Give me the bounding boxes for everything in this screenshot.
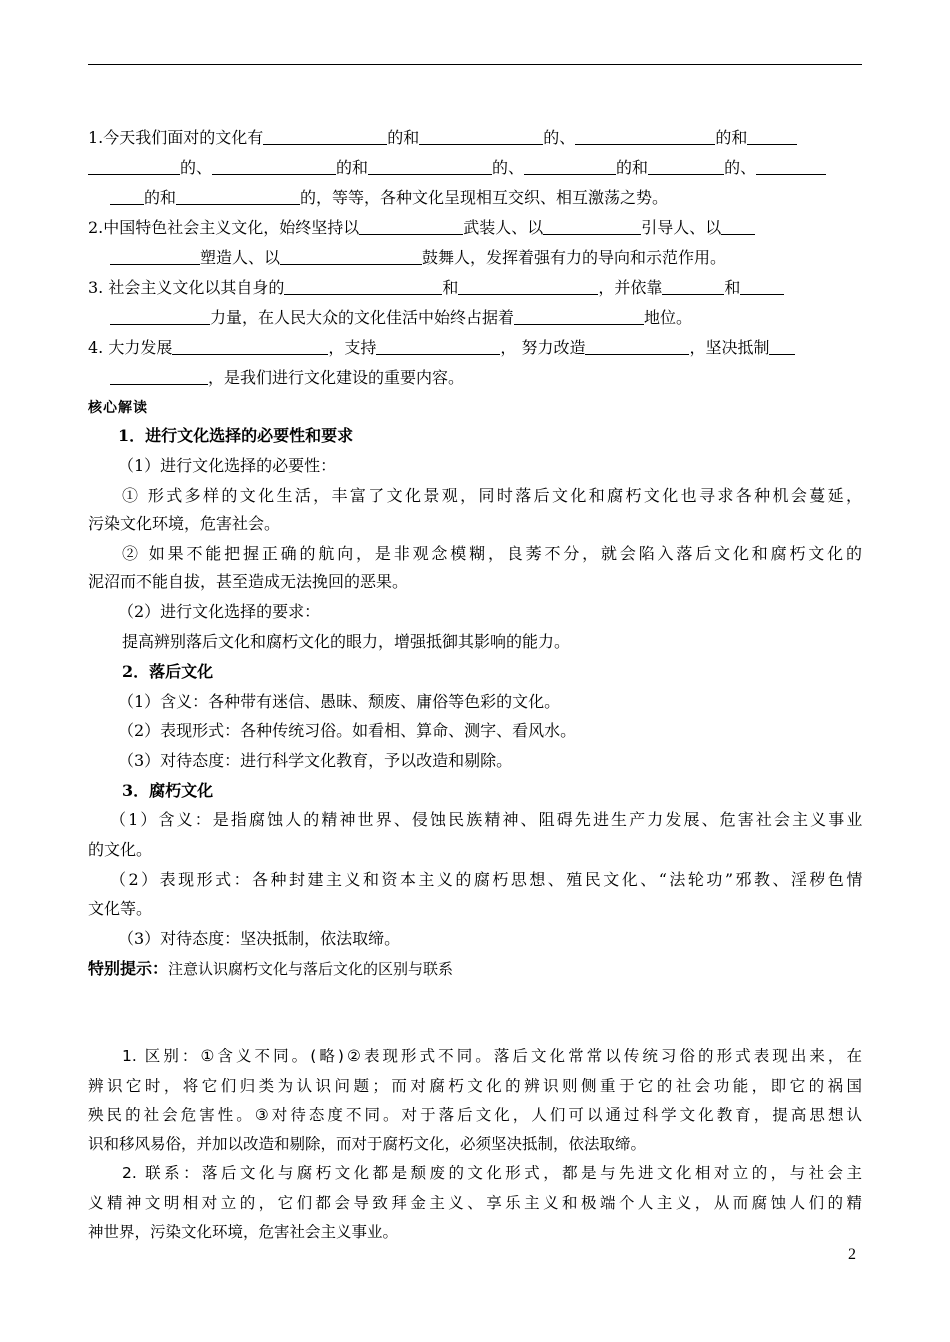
hint-line bbox=[88, 959, 864, 979]
difference-line-3: 殃民的社会危害性。③对待态度不同。对于落后文化，人们可以通过科学文化教育，提高思想认 bbox=[88, 1106, 862, 1124]
section-1-sub-2: （2）进行文化选择的要求： bbox=[118, 602, 321, 621]
answer-blank[interactable] bbox=[212, 158, 336, 175]
answer-blank[interactable] bbox=[524, 158, 616, 175]
section-1-requirement: 提高辨别落后文化和腐朽文化的眼力，增强抵御其影响的能力。 bbox=[122, 632, 571, 651]
connection-line-1: 2. 联系：落后文化与腐朽文化都是颓废的文化形式，都是与先进文化相对立的，与社会主 bbox=[122, 1164, 862, 1182]
answer-blank[interactable] bbox=[263, 128, 387, 145]
answer-blank[interactable] bbox=[376, 338, 500, 355]
section-1-point-2-cont: 泥沼而不能自拔，甚至造成无法挽回的恶果。 bbox=[88, 572, 409, 591]
q4-line-2: ，是我们进行文化建设的重要内容。 bbox=[110, 368, 864, 388]
answer-blank[interactable] bbox=[662, 278, 724, 295]
q1-line-1: 1.今天我们面对的文化有 的和 的、 的和 bbox=[88, 128, 864, 148]
section-2-item-1: （1）含义：各种带有迷信、愚昧、颓废、庸俗等色彩的文化。 bbox=[118, 692, 561, 711]
answer-blank[interactable] bbox=[110, 368, 208, 385]
section-2-item-2: （2）表现形式：各种传统习俗。如看相、算命、测字、看风水。 bbox=[118, 721, 577, 740]
answer-blank[interactable] bbox=[648, 158, 724, 175]
q1-line-3: 的和 的，等等，各种文化呈现相互交织、相互激荡之势。 bbox=[110, 188, 864, 208]
difference-line-2: 辨识它时，将它们归类为认识问题；而对腐朽文化的辨识则侧重于它的社会功能，即它的祸国 bbox=[88, 1077, 862, 1095]
answer-blank[interactable] bbox=[368, 158, 492, 175]
answer-blank[interactable] bbox=[359, 218, 463, 235]
q2-line-2: 塑造人、以 鼓舞人，发挥着强有力的导向和示范作用。 bbox=[110, 248, 864, 268]
section-3-item-2: （2）表现形式：各种封建主义和资本主义的腐朽思想、殖民文化、“法轮功”邪教、淫秽色情 bbox=[110, 870, 862, 889]
answer-blank[interactable] bbox=[769, 338, 795, 355]
answer-blank[interactable] bbox=[756, 158, 826, 175]
difference-line-4: 识和移风易俗，并加以改造和剔除，而对于腐朽文化，必须坚决抵制，依法取缔。 bbox=[88, 1135, 647, 1153]
answer-blank[interactable] bbox=[284, 278, 442, 295]
section-1-point-1: ① 形式多样的文化生活，丰富了文化景观，同时落后文化和腐朽文化也寻求各种机会蔓延， bbox=[122, 486, 862, 505]
answer-blank[interactable] bbox=[110, 248, 200, 265]
section-1-sub-1: （1）进行文化选择的必要性： bbox=[118, 456, 337, 475]
page-number: 2 bbox=[848, 1246, 856, 1263]
q2-line-1: 2.中国特色社会主义文化，始终坚持以 武装人、以 引导人、以 bbox=[88, 218, 864, 238]
answer-blank[interactable] bbox=[419, 128, 543, 145]
section-1-point-2: ② 如果不能把握正确的航向，是非观念模糊，良莠不分，就会陷入落后文化和腐朽文化的 bbox=[122, 544, 862, 563]
answer-blank[interactable] bbox=[172, 338, 328, 355]
hint-label: 特别提示： bbox=[88, 959, 169, 978]
answer-blank[interactable] bbox=[88, 158, 180, 175]
answer-blank[interactable] bbox=[176, 188, 300, 205]
answer-blank[interactable] bbox=[280, 248, 422, 265]
answer-blank[interactable] bbox=[585, 338, 689, 355]
core-heading: 核心解读 bbox=[88, 400, 148, 416]
q3-line-1: 3. 社会主义文化以其自身的 和 ，并依靠 和 bbox=[88, 278, 864, 298]
section-3-item-1: （1）含义：是指腐蚀人的精神世界、侵蚀民族精神、阻碍先进生产力发展、危害社会主义事业 bbox=[110, 810, 862, 829]
section-3-item-2-cont: 文化等。 bbox=[88, 899, 153, 918]
section-3-item-1-cont: 的文化。 bbox=[88, 840, 153, 859]
connection-line-2: 义精神文明相对立的，它们都会导致拜金主义、享乐主义和极端个人主义，从而腐蚀人们的精 bbox=[88, 1194, 862, 1212]
answer-blank[interactable] bbox=[721, 218, 755, 235]
section-1-title: 1．进行文化选择的必要性和要求 bbox=[118, 426, 354, 445]
answer-blank[interactable] bbox=[740, 278, 784, 295]
answer-blank[interactable] bbox=[458, 278, 598, 295]
answer-blank[interactable] bbox=[575, 128, 715, 145]
q4-line-1: 4. 大力发展 ，支持 ， 努力改造 ，坚决抵制 bbox=[88, 338, 864, 358]
section-3-title: 3．腐朽文化 bbox=[122, 781, 214, 800]
answer-blank[interactable] bbox=[747, 128, 797, 145]
answer-blank[interactable] bbox=[543, 218, 641, 235]
hint-text: 注意认识腐朽文化与落后文化的区别与联系 bbox=[168, 960, 454, 978]
answer-blank[interactable] bbox=[110, 188, 144, 205]
answer-blank[interactable] bbox=[514, 308, 644, 325]
section-3-item-3: （3）对待态度：坚决抵制，依法取缔。 bbox=[118, 929, 401, 948]
section-1-point-1-cont: 污染文化环境，危害社会。 bbox=[88, 514, 281, 533]
section-2-item-3: （3）对待态度：进行科学文化教育，予以改造和剔除。 bbox=[118, 751, 513, 770]
section-2-title: 2．落后文化 bbox=[122, 662, 214, 681]
q1-line-2: 的、 的和 的、 的和 的、 bbox=[88, 158, 864, 178]
difference-line-1: 1. 区别：①含义不同。(略)②表现形式不同。落后文化常常以传统习俗的形式表现出来，在 bbox=[122, 1047, 862, 1065]
q3-line-2: 力量，在人民大众的文化佳活中始终占据着 地位。 bbox=[110, 308, 864, 328]
header-rule bbox=[88, 64, 862, 65]
answer-blank[interactable] bbox=[110, 308, 210, 325]
connection-line-3: 神世界，污染文化环境，危害社会主义事业。 bbox=[88, 1223, 399, 1241]
